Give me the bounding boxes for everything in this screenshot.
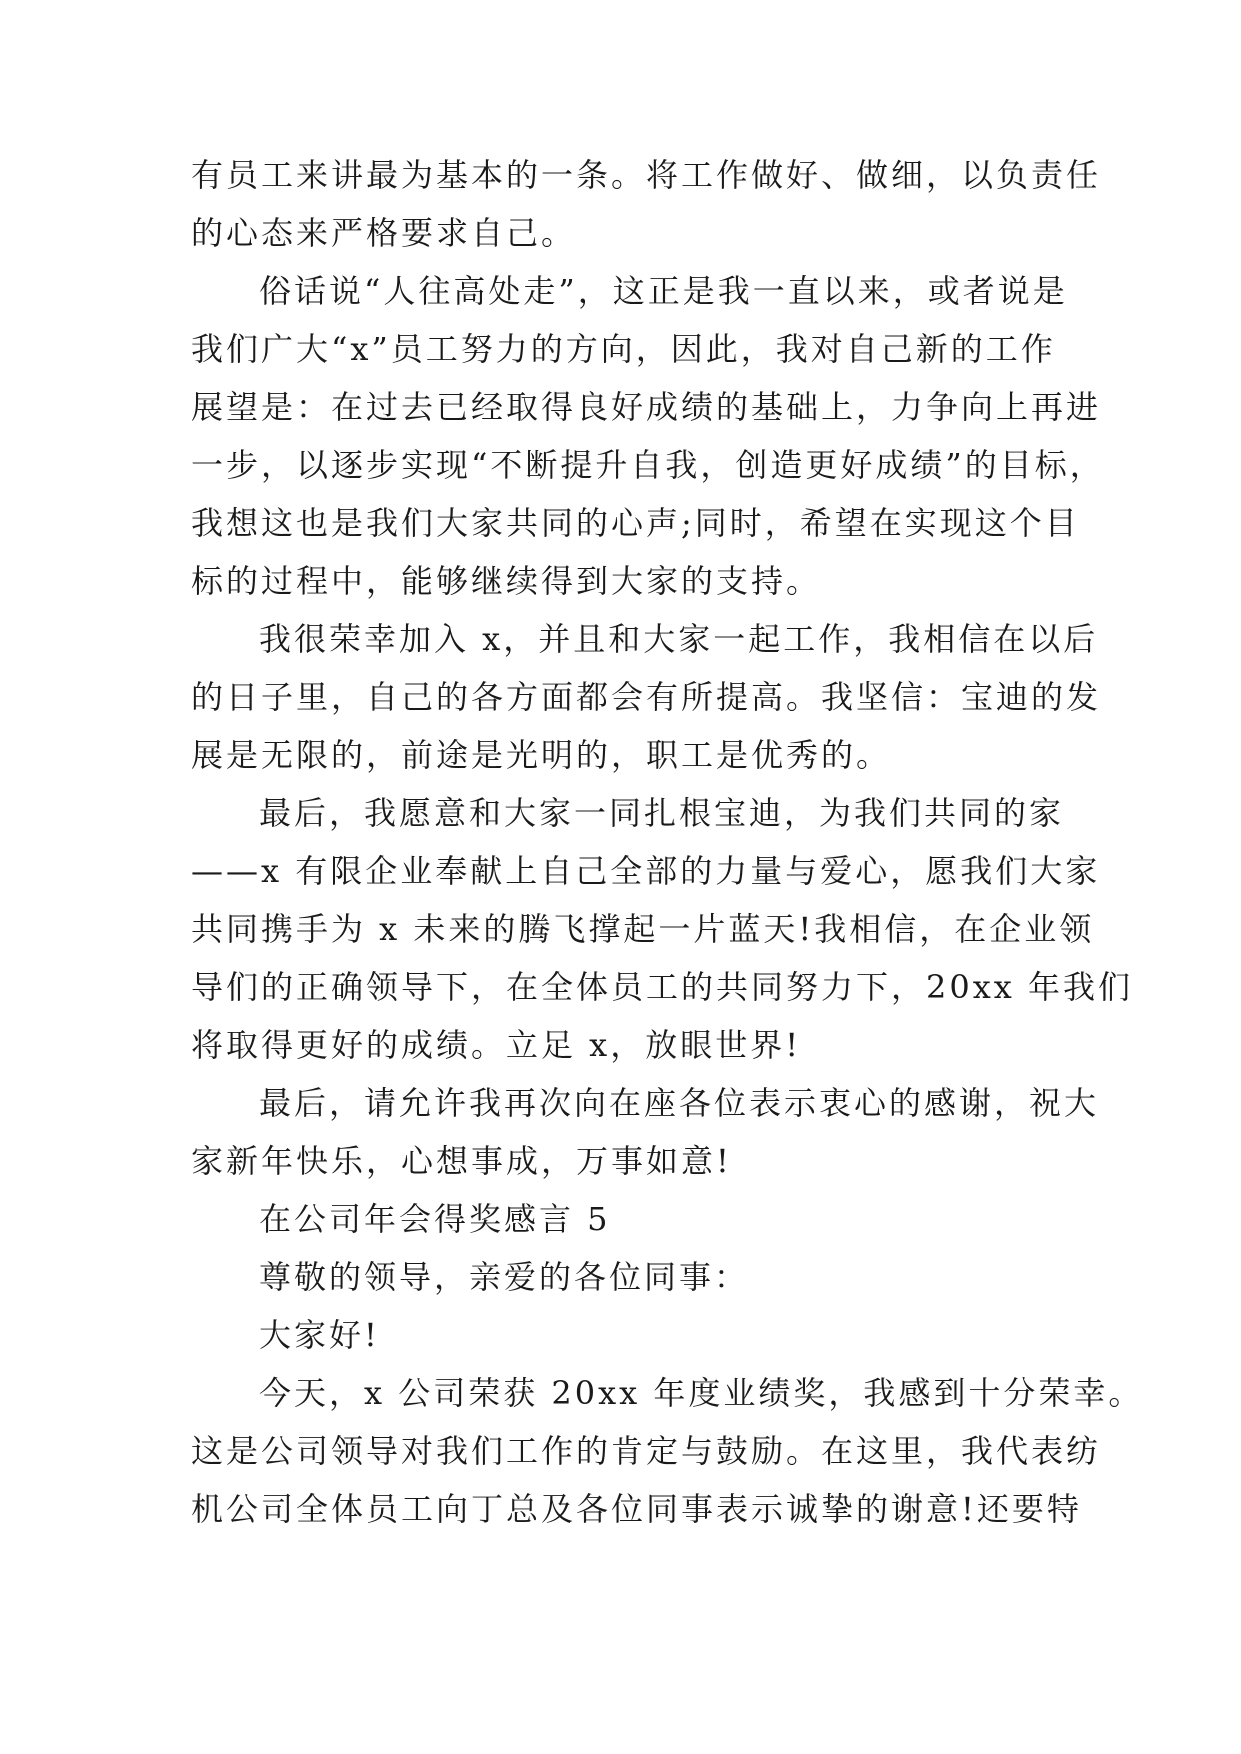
text-line: 俗话说“人往高处走”，这正是我一直以来，或者说是 [259,272,1068,310]
text-line: 的日子里，自己的各方面都会有所提高。我坚信：宝迪的发 [191,678,1102,716]
text-line: 展是无限的，前途是光明的，职工是优秀的。 [191,736,892,774]
text-line: 最后，我愿意和大家一同扎根宝迪，为我们共同的家 [259,794,1065,832]
text-line: 一步，以逐步实现“不断提升自我，创造更好成绩”的目标， [191,446,1105,484]
text-line: ——x 有限企业奉献上自己全部的力量与爱心，愿我们大家 [191,852,1101,890]
text-line: 共同携手为 x 未来的腾飞撑起一片蓝天!我相信，在企业领 [191,910,1095,948]
section-heading: 在公司年会得奖感言 5 [259,1200,611,1238]
text-line: 我们广大“x”员工努力的方向，因此，我对自己新的工作 [191,330,1056,368]
text-line: 标的过程中，能够继续得到大家的支持。 [191,562,822,600]
text-line: 我想这也是我们大家共同的心声;同时，希望在实现这个目 [191,504,1080,542]
text-line: 家新年快乐，心想事成，万事如意! [191,1142,732,1180]
text-line: 有员工来讲最为基本的一条。将工作做好、做细，以负责任 [191,156,1102,194]
greeting: 大家好! [259,1316,380,1354]
text-line: 今天，x 公司荣获 20xx 年度业绩奖，我感到十分荣幸。 [259,1374,1144,1412]
text-line: 这是公司领导对我们工作的肯定与鼓励。在这里，我代表纺 [191,1432,1102,1470]
text-line: 展望是：在过去已经取得良好成绩的基础上，力争向上再进 [191,388,1102,426]
text-line: 导们的正确领导下，在全体员工的共同努力下，20xx 年我们 [191,968,1133,1006]
text-line: 将取得更好的成绩。立足 x，放眼世界! [191,1026,802,1064]
text-line: 最后，请允许我再次向在座各位表示衷心的感谢，祝大 [259,1084,1100,1122]
salutation: 尊敬的领导，亲爱的各位同事： [259,1258,750,1296]
text-line: 机公司全体员工向丁总及各位同事表示诚挚的谢意!还要特 [191,1490,1082,1528]
text-line: 我很荣幸加入 x，并且和大家一起工作，我相信在以后 [259,620,1099,658]
text-line: 的心态来严格要求自己。 [191,214,577,252]
